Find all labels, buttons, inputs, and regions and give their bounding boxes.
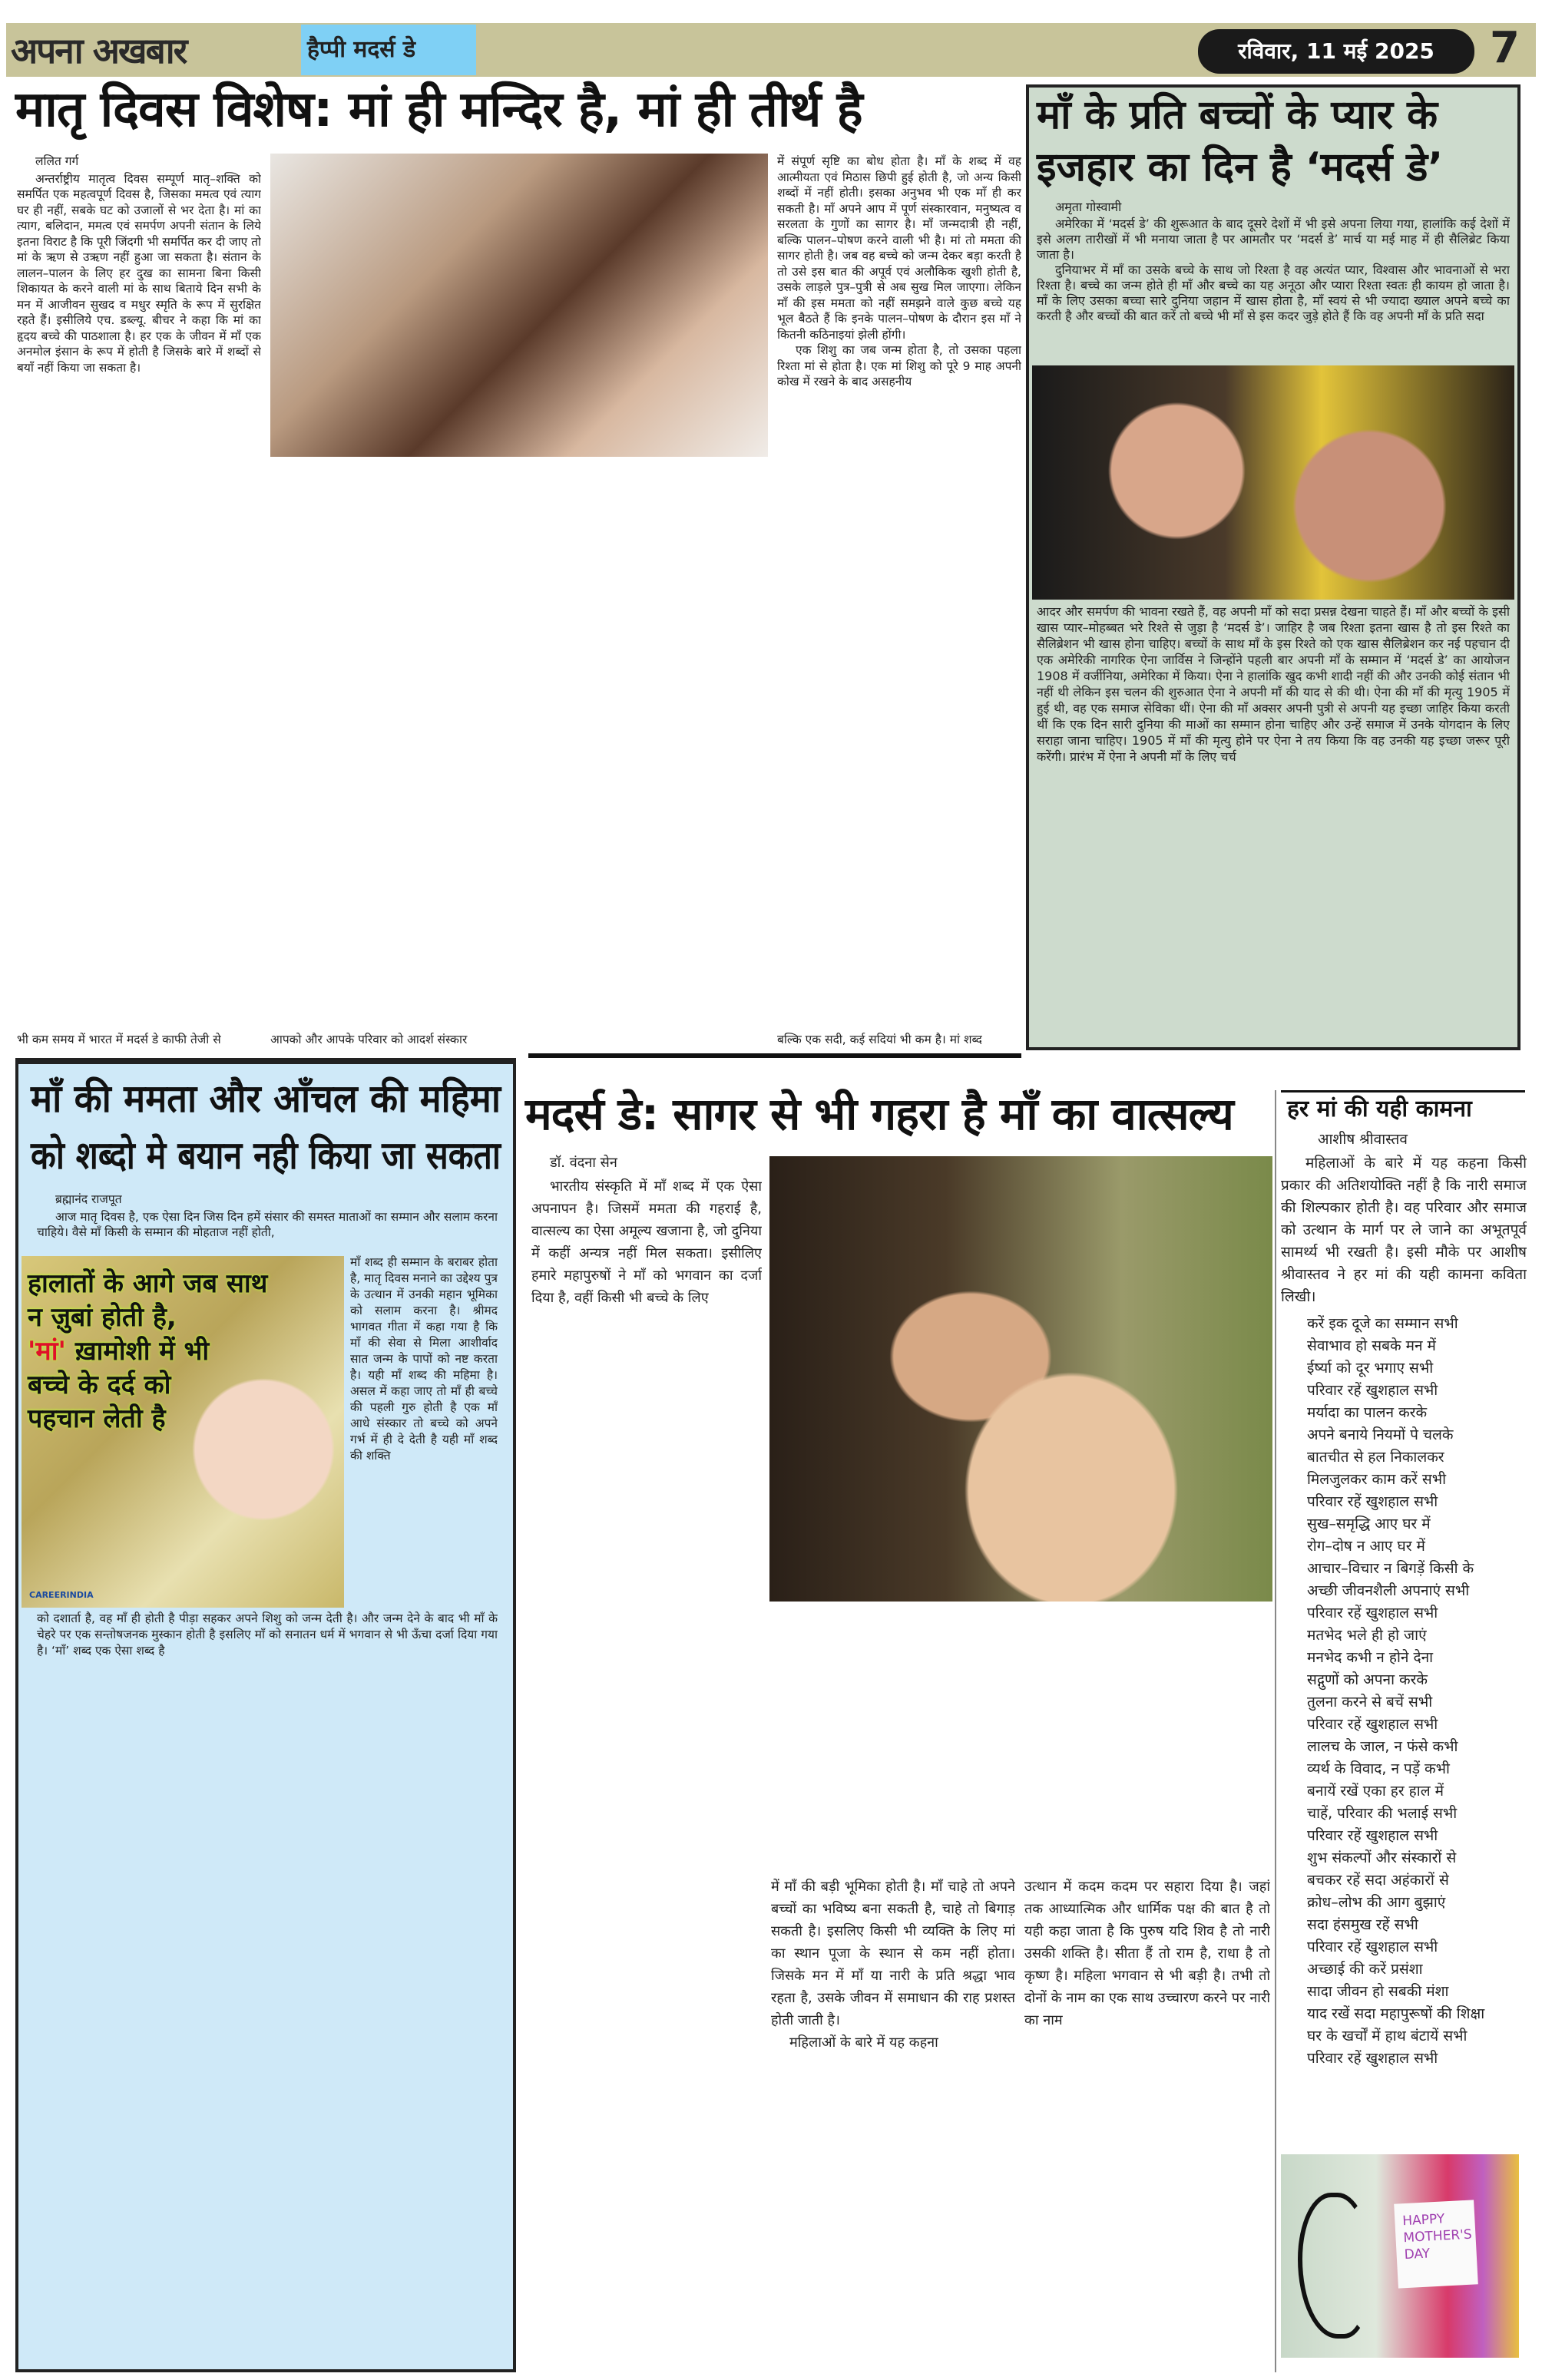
section-label: हैप्पी मदर्स डे <box>301 25 476 75</box>
poem-line: मर्यादा का पालन करके <box>1307 1404 1428 1421</box>
mamta-headline-line1-box <box>31 1078 501 1120</box>
lead-last-line: भी कम समय में भारत में मदर्स डे काफी तेजी से <box>17 1033 221 1046</box>
mamta-headline-line2: को शब्दो मे बयान नही किया जा सकता <box>31 1133 501 1178</box>
vatsalya-column-1b <box>531 1608 762 2368</box>
poem-line: अच्छाई की करें प्रसंशा <box>1307 1961 1423 1978</box>
quote-line: बच्चे के दर्द को <box>28 1370 171 1400</box>
poem-line: लालच के जाल, न फंसे कभी <box>1307 1738 1458 1755</box>
feature-headline-line1-box <box>1037 94 1510 137</box>
mamta-side-text: माँ शब्द ही सम्मान के बराबर होता है, मातृ दिवस मनाने का उद्देश्य पुत्र के उत्थान में उनकी महान भूमिका को सलाम करना है। श्रीमद भागवत गीता में कहा गया है कि माँ की सेवा से मिला आशीर्वाद सात जन्म के पापों को नष्ट करता है। यही माँ शब्द की महिमा है। असल में कहा जाए तो माँ ही बच्चे की पहली गुरु होती है एक माँ आधे संस्कार तो बच्चे को अपने गर्भ में ही दे देती है यही माँ शब्द की शक्ति <box>350 1255 498 1463</box>
poem-line: सदा हंसमुख रहें सभी <box>1307 1916 1418 1933</box>
poem-line: परिवार रहें खुशहाल सभी <box>1307 1493 1438 1510</box>
mamta-author: ब्रह्मानंद राजपूत <box>55 1192 122 1206</box>
poem-line: सेवाभाव हो सबके मन में <box>1307 1337 1436 1354</box>
poem-line: सद्गुणों को अपना करके <box>1307 1671 1428 1688</box>
page-number: 7 <box>1490 23 1520 73</box>
feature-paragraph: आदर और समर्पण की भावना रखते हैं, वह अपनी माँ को सदा प्रसन्न देखना चाहते हैं। माँ और बच्चों के इसी खास प्यार–मोहब्बत भरे रिश्ते से जुड़ा है ‘मदर्स डे’। जाहिर है जब रिश्ता इतना खास है तो इस रिश्ते का सैलिब्रेशन भी खास होना चाहिए। बच्चों के साथ माँ के इस रिश्ते को एक खास सैलिब्रेशन कर नई पहचान दी एक अमेरिकी नागरिक ऐना जार्विस ने जिन्होंने पहली बार अपनी माँ के सम्मान में ‘मदर्स डे’ का आयोजन 1908 में वर्जीनिया, अमेरिका में किया। ऐना ने हालांकि खुद कभी शादी नहीं की और उनकी कोई संतान भी नहीं थी लेकिन इस चलन की शुरुआत ऐना ने अपनी माँ की याद से की थी। ऐना की माँ की मृत्यु 1905 में हुई थी, वह एक समाज सेविका थीं। ऐना की माँ अक्सर अपनी पुत्री से अपनी यह इच्छा जाहिर किया करती थीं कि एक दिन सारी दुनिया की माओं का सम्मान होना चाहिए और उन्हें समाज में उनके योगदान के लिए सराहा जाना चाहिए। 1905 में माँ की मृत्यु होने पर ऐना ने तय किया कि वह उनकी यह इच्छा जरूर पूरी करेंगी। प्रारंभ में ऐना ने अपनी माँ के लिए चर्च <box>1037 604 1510 764</box>
poem-line: क्रोध–लोभ की आग बुझाएं <box>1307 1894 1446 1911</box>
poem-line: अच्छी जीवनशैली अपनाएं सभी <box>1307 1582 1470 1599</box>
vatsalya-headline: मदर्स डे: सागर से भी गहरा है माँ का वात्सल्य <box>525 1088 1233 1140</box>
poem-line: घर के खर्चों में हाथ बंटायें सभी <box>1307 2028 1468 2044</box>
issue-date: रविवार, 11 मई 2025 <box>1198 29 1474 74</box>
poem-line: शुभ संकल्पों और संस्कारों से <box>1307 1849 1457 1866</box>
poem-line: सादा जीवन हो सबकी मंशा <box>1307 1983 1449 2000</box>
vatsalya-paragraph: उत्थान में कदम कदम पर सहारा दिया है। जहां तक आध्यात्मिक और धार्मिक पक्ष की बात है तो यही कहा जाता है कि पुरुष यदि शिव है तो नारी उसकी शक्ति है। सीता हैं तो राम है, राधा है तो कृष्ण है। महिला भगवान से भी बड़ी है। तभी तो दोनों के नाम का एक साथ उच्चारण करने पर नारी का नाम <box>1024 1879 1270 2028</box>
poem-title: हर मां की यही कामना <box>1287 1096 1472 1122</box>
poem-line: मनभेद कभी न होने देना <box>1307 1649 1434 1666</box>
feature-intro <box>1037 200 1510 362</box>
lead-column-2 <box>270 464 515 1029</box>
lead-paragraph: में संपूर्ण सृष्टि का बोध होता है। माँ के शब्द में वह आत्मीयता एवं मिठास छिपी हुई होती है, जो अन्य किसी शब्दों में नहीं होती। इसका अनुभव भी एक माँ ही कर सकती है। माँ अपने आप में पूर्ण संस्कारवान, मनुष्यत्व व सरलता के गुणों का सागर है। माँ जन्मदात्री ही नहीं, बल्कि पालन–पोषण करने वाली भी है। मां तो ममता की सागर होती है। जब वह बच्चे को जन्म देकर बड़ा करती है तो उसे इस बात की अपूर्व एवं अलौकिक खुशी होती है, उसके लाड़ले पुत्र–पुत्री से अब सुख मिल जाएगा। लेकिन माँ की इस ममता को नहीं समझने वाले कुछ बच्चे यह भूल बैठते हैं कि इनके पालन–पोषण के दौरान इस माँ ने कितनी कठिनाइयां झेली होंगी। <box>777 154 1021 342</box>
mamta-headline-line1: माँ की ममता और आँचल की महिमा <box>31 1076 501 1121</box>
lead-column-2b <box>522 464 768 1029</box>
feature-paragraph: अमेरिका में ‘मदर्स डे’ की शुरूआत के बाद दूसरे देशों में भी इसे अपना लिया गया, हालांकि कई देशों में इसे अलग तारीखों में भी मनाया जाता है पर आमतौर पर ‘मदर्स डे’ मार्च या मई माह में ही सैलिब्रेट किया जाता है। <box>1037 217 1510 262</box>
mamta-paragraph: आज मातृ दिवस है, एक ऐसा दिन जिस दिन हमें संसार की समस्त माताओं का सम्मान और सलाम करना चाहिये। वैसे माँ किसी के सम्मान की मोहताज नहीं होती, <box>37 1209 498 1239</box>
poem-line: रोग–दोष न आए घर में <box>1307 1538 1425 1555</box>
poem-line: करें इक दूजे का सम्मान सभी <box>1307 1315 1458 1332</box>
lead-headline: मातृ दिवस विशेष: मां ही मन्दिर है, मां ही तीर्थ है <box>15 81 862 138</box>
poem-line: परिवार रहें खुशहाल सभी <box>1307 1382 1438 1399</box>
vatsalya-paragraph: भारतीय संस्कृति में माँ शब्द में एक ऐसा अपनापन है। जिसमें ममता की गहराई है, वात्सल्य का ऐसा अमूल्य खजाना है, जो दुनिया में कहीं अन्यत्र नहीं मिल सकता। इसीलिए हमारे महापुरुषों ने माँ को भगवान का दर्जा दिया है, वहीं किसी भी बच्चे के लिए <box>531 1178 762 1306</box>
newspaper-brand: अपना अखबार <box>11 30 187 71</box>
mothers-day-feature-box <box>1026 84 1520 1050</box>
vatsalya-paragraph: में माँ की बड़ी भूमिका होती है। माँ चाहे तो अपने बच्चों का भविष्य बना सकती है, चाहे तो बिगाड़ सकती है। इसलिए किसी भी व्यक्ति के लिए मां का स्थान पूजा के स्थान से कम नहीं होता। जिसके मन में माँ या नारी के प्रति श्रद्धा भाव रहता है, उसके जीवन में समाधान की राह प्रशस्त होती जाती है। <box>771 1879 1015 2028</box>
poem-line: ईर्ष्या को दूर भगाए सभी <box>1307 1360 1434 1377</box>
quote-line: 'मां' <box>28 1336 66 1367</box>
quote-line: ख़ामोशी में भी <box>74 1336 210 1367</box>
lead-author: ललित गर्ग <box>35 154 79 168</box>
poem-line: मतभेद भले ही हो जाएं <box>1307 1627 1427 1644</box>
poem-line: परिवार रहें खुशहाल सभी <box>1307 2050 1438 2067</box>
poem-intro: महिलाओं के बारे में यह कहना किसी प्रकार की अतिशयोक्ति नहीं है कि नारी समाज की शिल्पकार होती है। वह परिवार और समाज को उत्थान के मार्ग पर ले जाने का अभूतपूर्व सामर्थ्य भी रखती है। इसी मौके पर आशीष श्रीवास्तव ने हर मां की यही कामना कविता लिखी। <box>1281 1155 1527 1305</box>
mother-baby-photo <box>769 1156 1272 1602</box>
lead-paragraph: अन्तर्राष्ट्रीय मातृत्व दिवस सम्पूर्ण मातृ–शक्ति को समर्पित एक महत्वपूर्ण दिवस है, जिसका ममत्व एवं त्याग घर ही नहीं, सबके घट को उजालों से भर देता है। मां का त्याग, बलिदान, ममत्व एवं समर्पण अपनी संतान के लिये इतना विराट है कि पूरी जिंदगी भी समर्पित कर दी जाए तो मां के ऋण से उऋण नहीं हुआ जा सकता है। संतान के लालन–पालन के लिए हर दुख का सामना बिना किसी शिकायत के करने वाली मां के साथ बिताये दिन सभी के मन में आजीवन सुखद व मधुर स्मृति के रूप में सुरक्षित रहते हैं। इसीलिये एच. डब्ल्यू. बीचर ने कहा कि मां का हृदय बच्चे की पाठशाला है। हर एक के जीवन में माँ एक अनमोल इंसान के रूप में होती है जिसके बारे में शब्दों से बयाँ नहीं किया जा सकता है। <box>17 171 261 375</box>
divider <box>528 1053 1021 1058</box>
quote-line: पहचान लेती है <box>28 1403 166 1434</box>
lead-column-3 <box>777 154 1021 1029</box>
poem-line: परिवार रहें खुशहाल सभी <box>1307 1827 1438 1844</box>
poem-lines <box>1281 1313 1527 2070</box>
poem-line: परिवार रहें खुशहाल सभी <box>1307 1605 1438 1621</box>
mamta-headline-line2-box <box>31 1135 501 1177</box>
poem-line: अपने बनाये नियमों पे चलके <box>1307 1426 1454 1443</box>
feature-headline-line1: माँ के प्रति बच्चों के प्यार के <box>1037 92 1438 138</box>
vatsalya-column-1 <box>531 1152 762 1601</box>
poem-line: आचार–विचार न बिगड़ें किसी के <box>1307 1560 1474 1577</box>
poem-line: बचकर रहें सदा अहंकारों से <box>1307 1872 1449 1889</box>
poem-line: व्यर्थ के विवाद, न पड़ें कभी <box>1307 1760 1450 1777</box>
poem-line: याद रखें सदा महापुरूषों की शिक्षा <box>1307 2005 1485 2022</box>
feature-body <box>1037 603 1510 1045</box>
quote-line: न ज़ुबां होती है, <box>28 1302 177 1333</box>
poem-column <box>1281 1129 1527 2150</box>
lead-paragraph: एक शिशु का जब जन्म होता है, तो उसका पहला रिश्ता मां से होता है। एक मां शिशु को पूरे 9 माह अपनी कोख में रखने के बाद असहनीय <box>777 343 1021 388</box>
image-credit: CAREERINDIA <box>29 1590 94 1600</box>
quote-line: हालातों के आगे जब साथ <box>28 1268 268 1299</box>
vatsalya-author: डॉ. वंदना सेन <box>550 1155 617 1171</box>
vatsalya-column-2 <box>771 1608 1015 2368</box>
poem-line: बातचीत से हल निकालकर <box>1307 1449 1444 1466</box>
poem-line: सुख–समृद्धि आए घर में <box>1307 1516 1431 1532</box>
mamta-body: को दशार्ता है, वह माँ ही होती है पीड़ा सहकर अपने शिशु को जन्म देती है। और जन्म देने के बाद भी माँ के चेहरे पर एक सन्तोषजनक मुस्कान होती है इसलिए माँ को सनातन धर्म में भगवान से भी ऊँचा दर्जा दिया गया है। ‘माँ’ शब्द एक ऐसा शब्द है <box>37 1611 498 1658</box>
poem-line: तुलना करने से बचें सभी <box>1307 1694 1433 1711</box>
vatsalya-paragraph: महिलाओं के बारे में यह कहना <box>789 2035 938 2051</box>
vatsalya-column-3 <box>1024 1608 1270 2368</box>
divider <box>1281 1090 1525 1092</box>
poem-author: आशीष श्रीवास्तव <box>1318 1131 1408 1148</box>
mother-child-photo <box>270 154 768 457</box>
poem-title-box <box>1287 1096 1522 1122</box>
vatsalya-headline-box <box>525 1090 1267 1139</box>
lead-last-line: बल्कि एक सदी, कई सदियां भी कम है। मां शब्द <box>777 1033 982 1046</box>
mother-silhouette-icon <box>1298 2193 1371 2339</box>
lead-headline-box <box>15 83 1014 137</box>
lead-column-1 <box>17 154 261 1029</box>
mamta-article-box <box>15 1058 516 2372</box>
child-kissing-mother-photo <box>1032 365 1514 600</box>
mamta-intro <box>37 1192 498 1251</box>
feature-headline-line2: इजहार का दिन है ‘मदर्स डे’ <box>1037 144 1444 190</box>
happy-mothers-day-image <box>1281 2154 1519 2358</box>
poem-line: चाहें, परिवार की भलाई सभी <box>1307 1805 1458 1822</box>
feature-paragraph: दुनियाभर में माँ का उसके बच्चे के साथ जो रिश्ता है वह अत्यंत प्यार, विश्वास और भावनाओं से भरा रिश्ता है। बच्चे का जन्म होते ही माँ और बच्चे का यह अनूठा और प्यारा रिश्ता स्वतः ही कायम हो जाता है। माँ के लिए उसका बच्चा सारे दुनिया जहान में खास होता है, माँ स्वयं से भी ज्यादा ख्याल अपने बच्चे का करती है और बच्चों की बात करें तो बच्चे भी माँ से इस कदर जुड़े होते हैं कि वह अपनी माँ के प्रति सदा <box>1037 263 1510 323</box>
poem-line: परिवार रहें खुशहाल सभी <box>1307 1939 1438 1955</box>
lead-last-line: आपको और आपके परिवार को आदर्श संस्कार <box>270 1033 468 1046</box>
feature-author: अमृता गोस्वामी <box>1055 200 1122 214</box>
column-divider <box>1275 1090 1276 2372</box>
quote-image <box>22 1256 344 1608</box>
poem-line: परिवार रहें खुशहाल सभी <box>1307 1716 1438 1733</box>
greeting-card: HAPPY MOTHER'S DAY <box>1394 2200 1478 2288</box>
poem-line: बनायें रखें एका हर हाल में <box>1307 1783 1444 1800</box>
poem-line: मिलजुलकर काम करें सभी <box>1307 1471 1446 1488</box>
feature-headline-line2-box <box>1037 146 1510 190</box>
